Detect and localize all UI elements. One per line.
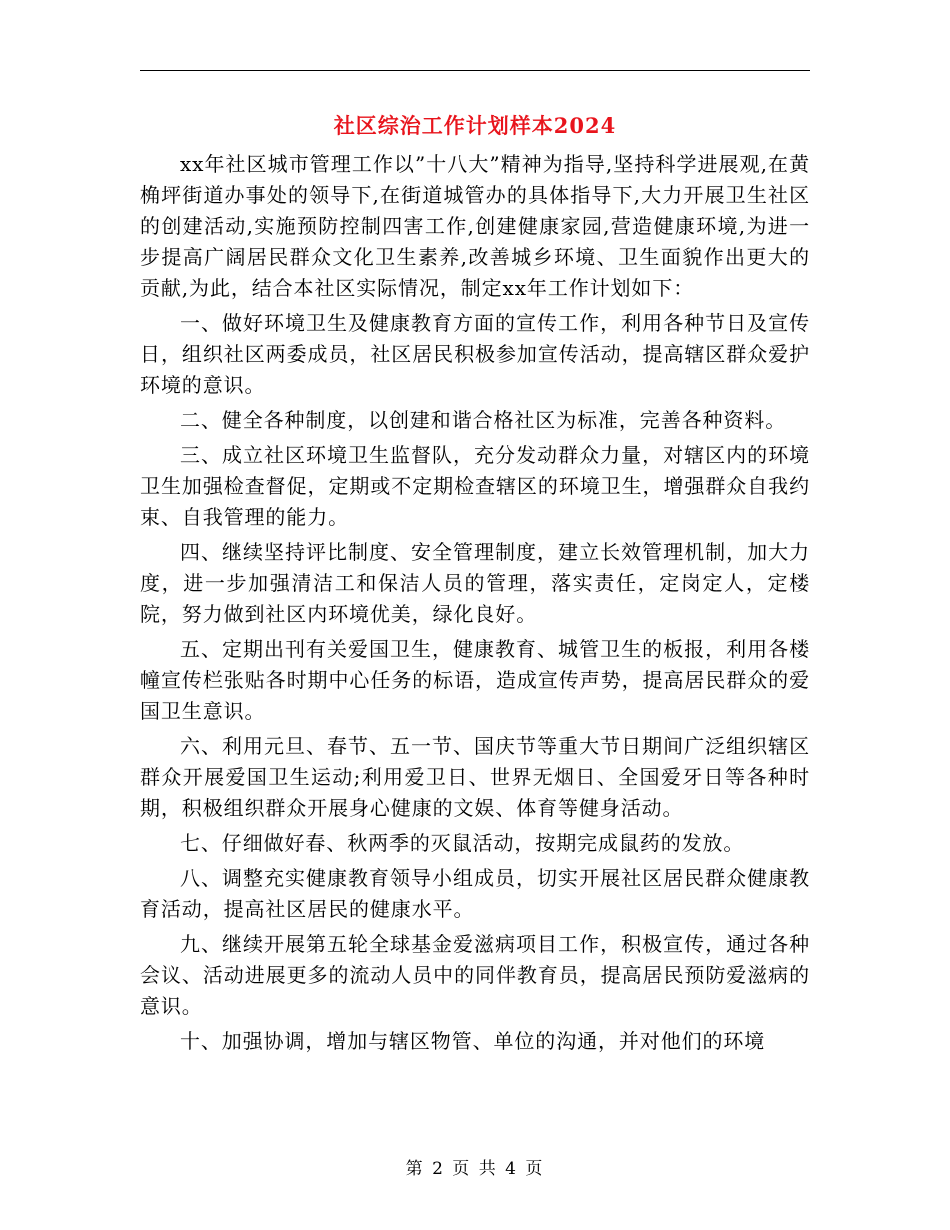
page-footer: 第 2 页 共 4 页 (405, 1159, 545, 1179)
paragraph-item-5: 五、定期出刊有关爱国卫生，健康教育、城管卫生的板报，利用各楼幢宣传栏张贴各时期中心任务的标语，造成宣传声势，提高居民群众的爱国卫生意识。 (140, 637, 810, 723)
document-body (140, 149, 810, 1061)
paragraph-item-8: 八、调整充实健康教育领导小组成员，切实开展社区居民群众健康教育活动，提高社区居民的健康水平。 (140, 866, 810, 921)
paragraph-item-4: 四、继续坚持评比制度、安全管理制度，建立长效管理机制，加大力度，进一步加强清洁工和保洁人员的管理，落实责任，定岗定人，定楼院，努力做到社区内环境优美，绿化良好。 (140, 540, 810, 626)
document-title: 社区综治工作计划样本2024 (333, 113, 617, 138)
paragraph-item-2: 二、健全各种制度，以创建和谐合格社区为标准，完善各种资料。 (180, 408, 787, 432)
paragraph-intro: xx年社区城市管理工作以”十八大”精神为指导,坚持科学进展观,在黄桷坪街道办事处的领导下,在街道城管办的具体指导下,大力开展卫生社区的创建活动,实施预防控制四害工作,创建健康家园,营造健康环境,为进一步提高广阔居民群众文化卫生素养,改善城乡环境、卫生面貌作出更大的贡献,为此，结合本社区实际情况，制定xx年工作计划如下： (140, 152, 810, 300)
paragraph-item-9: 九、继续开展第五轮全球基金爱滋病项目工作，积极宣传，通过各种会议、活动进展更多的流动人员中的同伴教育员，提高居民预防爱滋病的意识。 (140, 932, 810, 1018)
paragraph-item-3: 三、成立社区环境卫生监督队，充分发动群众力量，对辖区内的环境卫生加强检查督促，定期或不定期检查辖区的环境卫生，增强群众自我约束、自我管理的能力。 (140, 443, 810, 529)
header-rule (140, 70, 810, 71)
paragraph-item-10: 十、加强协调，增加与辖区物管、单位的沟通，并对他们的环境 (180, 1029, 766, 1053)
paragraph-item-1: 一、做好环境卫生及健康教育方面的宣传工作，利用各种节日及宣传日，组织社区两委成员，社区居民积极参加宣传活动，提高辖区群众爱护环境的意识。 (140, 311, 810, 397)
paragraph-item-6: 六、利用元旦、春节、五一节、国庆节等重大节日期间广泛组织辖区群众开展爱国卫生运动;利用爱卫日、世界无烟日、全国爱牙日等各种时期，积极组织群众开展身心健康的文娱、体育等健身活动。 (140, 734, 810, 820)
paragraph-item-7: 七、仔细做好春、秋两季的灭鼠活动，按期完成鼠药的发放。 (180, 831, 745, 855)
